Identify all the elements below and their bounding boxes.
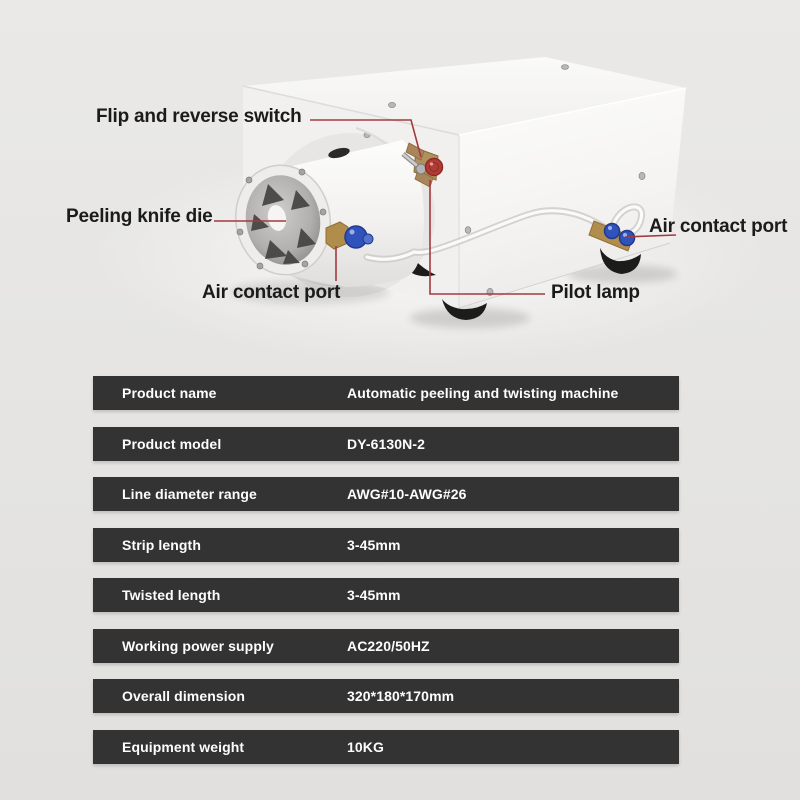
spec-row-label: Twisted length — [122, 587, 221, 603]
label-air-contact-port-left: Air contact port — [202, 282, 341, 303]
spec-row-value: 3-45mm — [347, 536, 401, 553]
spec-row-label: Product model — [122, 435, 222, 452]
spec-row-value: AWG#10-AWG#26 — [347, 486, 467, 502]
spec-row-value: AC220/50HZ — [347, 637, 430, 654]
spec-row-label: Working power supply — [122, 637, 274, 654]
spec-table-row — [93, 730, 679, 764]
machine-illustration — [0, 0, 800, 370]
spec-row-value: 10KG — [347, 738, 384, 755]
pilot-lamp — [426, 159, 443, 176]
label-air-contact-port-right: Air contact port — [649, 216, 788, 237]
spec-row-value: DY-6130N-2 — [347, 435, 426, 452]
label-peeling-knife-die: Peeling knife die — [66, 206, 213, 227]
spec-row-label: Overall dimension — [122, 688, 246, 704]
spec-table-row — [93, 679, 679, 713]
spec-row-value: 3-45mm — [347, 587, 401, 603]
spec-table-row — [93, 477, 679, 511]
label-flip-reverse-switch: Flip and reverse switch — [96, 106, 302, 127]
spec-table-row — [93, 427, 679, 461]
spec-row-label: Strip length — [122, 536, 201, 553]
machine-photo-area — [0, 0, 800, 370]
spec-row-value: Automatic peeling and twisting machine — [347, 385, 619, 401]
spec-table-row — [93, 376, 679, 410]
spec-row-value: 320*180*170mm — [347, 688, 455, 704]
spec-row-label: Equipment weight — [122, 738, 245, 755]
spec-table-row — [93, 578, 679, 612]
spec-table-row — [93, 528, 679, 562]
spec-table-row — [93, 629, 679, 663]
spec-row-label: Product name — [122, 385, 217, 401]
label-pilot-lamp: Pilot lamp — [551, 282, 640, 303]
spec-row-label: Line diameter range — [122, 486, 257, 502]
spec-table — [93, 376, 679, 780]
